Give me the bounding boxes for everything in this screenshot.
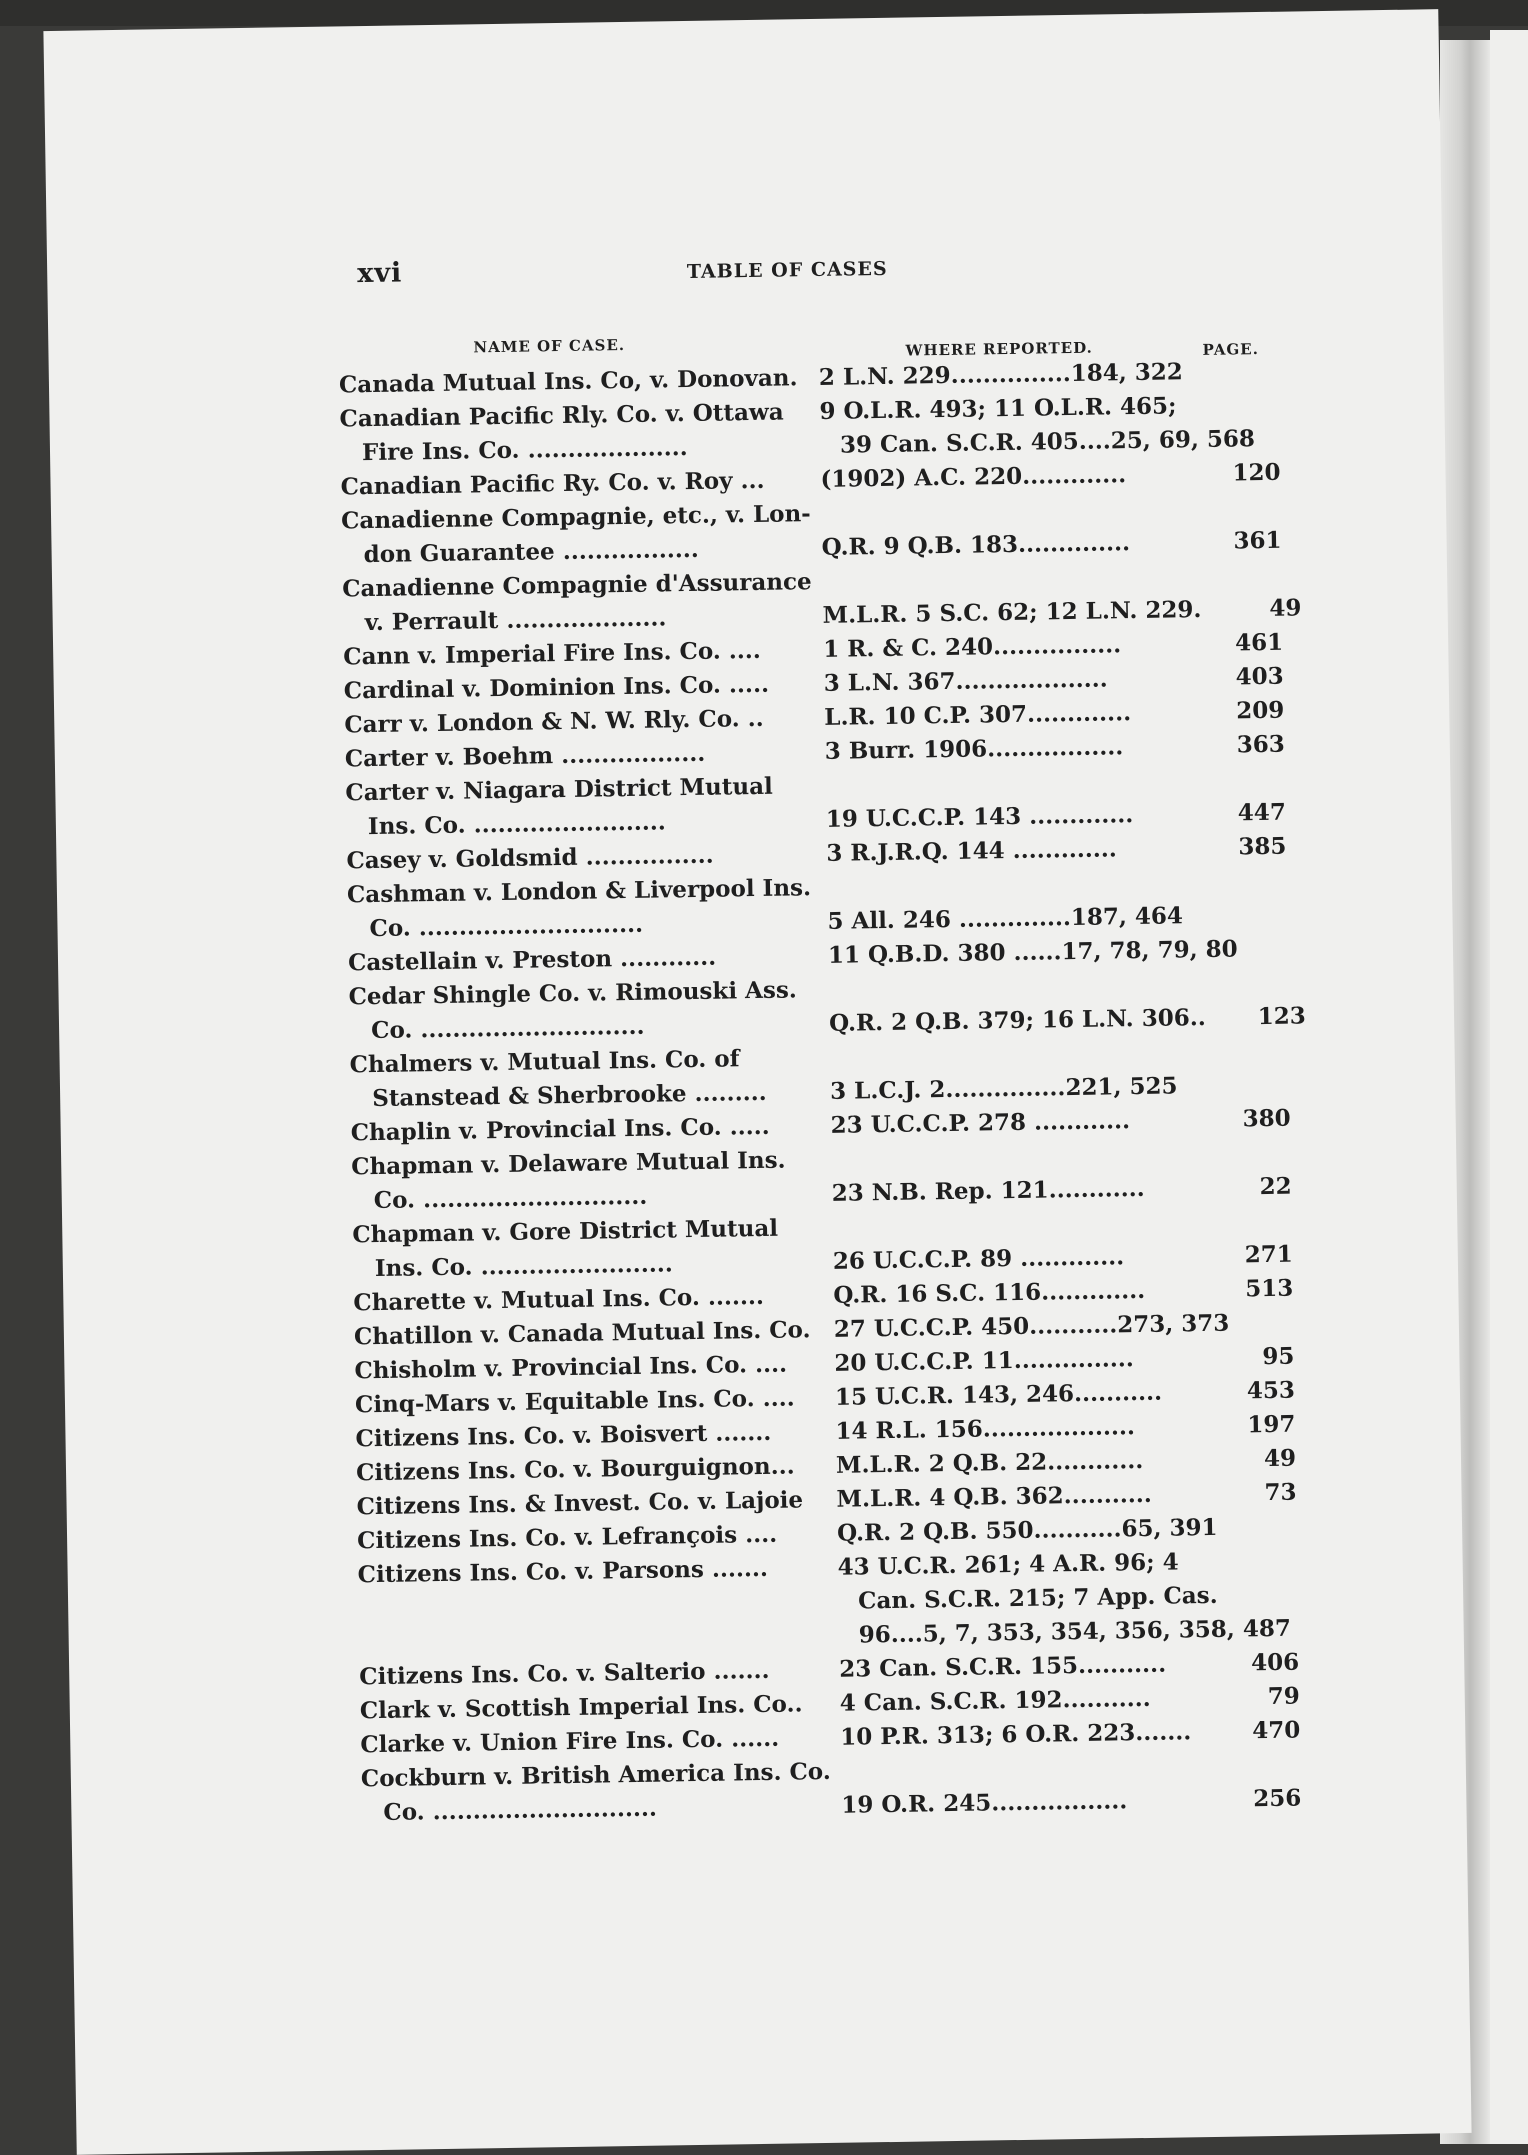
case-name-line: Ins. Co. ........................ xyxy=(374,1250,673,1283)
case-name-line: Citizens Ins. Co. v. Parsons ....... xyxy=(357,1554,769,1589)
where-reported-line: 20 U.C.C.P. 11............... xyxy=(834,1345,1135,1377)
page-reference xyxy=(1195,1374,1296,1410)
page-number: 209 xyxy=(1236,696,1285,725)
page-reference xyxy=(1192,1204,1293,1274)
where-reported-line: (1902) A.C. 220............. xyxy=(820,461,1127,493)
where-reported-line: 23 Can. S.C.R. 155........... xyxy=(839,1650,1167,1683)
case-name-line: Carter v. Niagara District Mutual xyxy=(345,772,773,807)
where-reported-line: 9 O.L.R. 493; 11 O.L.R. 465; xyxy=(819,392,1177,425)
case-name-line: Co. ............................ xyxy=(383,1794,658,1826)
where-reported xyxy=(836,1443,1196,1483)
case-name-line: Chatillon v. Canada Mutual Ins. Co. xyxy=(353,1316,811,1351)
case-name-line: Fire Ins. Co. .................... xyxy=(361,434,688,467)
case-name-line: Citizens Ins. & Invest. Co. v. Lajoie xyxy=(356,1486,804,1521)
case-row xyxy=(361,1748,1302,1831)
case-name-line: don Guarantee ................. xyxy=(363,535,700,569)
running-head: TABLE OF CASES xyxy=(686,257,888,284)
page-number: 271 xyxy=(1244,1240,1293,1269)
page-reference xyxy=(1193,1272,1294,1308)
where-reported xyxy=(833,1273,1193,1313)
where-reported-line: 5 All. 246 ..............187, 464 xyxy=(827,902,1184,935)
case-name-line: Canadian Pacific Ry. Co. v. Roy ... xyxy=(340,466,765,501)
where-reported-line: 23 N.B. Rep. 121............ xyxy=(831,1174,1145,1207)
where-reported-line: M.L.R. 5 S.C. 62; 12 L.N. 229. xyxy=(822,595,1202,629)
where-reported-line xyxy=(841,1749,1201,1789)
case-name-line: Citizens Ins. Co. v. Salterio ....... xyxy=(359,1656,770,1691)
where-reported xyxy=(832,1205,1193,1279)
page-number: 453 xyxy=(1246,1376,1296,1405)
where-reported-line: Can. S.C.R. 215; 7 App. Cas. xyxy=(857,1581,1218,1615)
page-number: 49 xyxy=(1263,1444,1297,1473)
case-name-line: Co. ............................ xyxy=(370,1012,645,1045)
case-name-line: v. Perrault .................... xyxy=(364,604,667,637)
case-name-line: Casey v. Goldsmid ................ xyxy=(346,841,714,875)
column-header-name: NAME OF CASE. xyxy=(473,335,626,357)
page-reference xyxy=(1194,1340,1295,1376)
where-reported-line: Q.R. 2 Q.B. 550...........65, 391 xyxy=(836,1513,1218,1547)
case-name-line: Chapman v. Delaware Mutual Ins. xyxy=(351,1146,786,1181)
case-name-line: Chaplin v. Provincial Ins. Co. ..... xyxy=(350,1112,770,1147)
where-reported-line: 4 Can. S.C.R. 192........... xyxy=(839,1684,1151,1717)
where-reported xyxy=(830,1103,1190,1143)
page-number: 461 xyxy=(1234,628,1284,657)
case-row xyxy=(357,1544,1298,1661)
page-reference xyxy=(1196,1476,1297,1512)
where-reported-line: 19 O.R. 245................. xyxy=(841,1787,1128,1819)
page-number: 79 xyxy=(1267,1682,1300,1711)
where-reported xyxy=(820,457,1180,497)
case-name-line: Cinq-Mars v. Equitable Ins. Co. .... xyxy=(354,1384,795,1419)
where-reported-line xyxy=(821,491,1181,531)
case-name-line: Citizens Ins. Co. v. Boisvert ....... xyxy=(355,1418,772,1453)
case-name xyxy=(349,1041,830,1117)
where-reported-line: Q.R. 9 Q.B. 183.............. xyxy=(821,529,1131,561)
where-reported-line: L.R. 10 C.P. 307............. xyxy=(824,699,1132,731)
page-number: 256 xyxy=(1253,1784,1302,1813)
page-number: 363 xyxy=(1236,730,1285,759)
where-reported xyxy=(836,1477,1196,1517)
where-reported-line: 39 Can. S.C.R. 405....25, 69, 568 xyxy=(839,425,1256,459)
page-reference xyxy=(1181,490,1282,560)
case-name-line: Carter v. Boehm .................. xyxy=(344,739,706,773)
page-number: 197 xyxy=(1247,1410,1296,1439)
where-reported-line: 96....5, 7, 353, 354, 356, 358, 487 xyxy=(858,1614,1292,1649)
page-number xyxy=(1183,354,1283,356)
page-reference xyxy=(1200,1714,1301,1750)
case-name-line: Clarke v. Union Fire Ins. Co. ...... xyxy=(360,1724,780,1759)
page-reference xyxy=(1183,354,1283,356)
case-name-line: Castellain v. Preston ............ xyxy=(347,943,717,977)
case-name-line: Cann v. Imperial Fire Ins. Co. .... xyxy=(343,636,762,671)
case-name xyxy=(341,497,822,573)
where-reported-line xyxy=(827,865,1187,905)
where-reported-line: 19 U.C.C.P. 143 ............. xyxy=(825,801,1134,833)
case-name-line: Chalmers v. Mutual Ins. Co. of xyxy=(349,1045,740,1079)
where-reported xyxy=(841,1749,1202,1823)
where-reported-line: 11 Q.B.D. 380 ......17, 78, 79, 80 xyxy=(827,935,1238,969)
page-number: 447 xyxy=(1237,798,1287,827)
page-reference xyxy=(1201,1748,1302,1818)
where-reported-line: 3 L.C.J. 2...............221, 525 xyxy=(829,1072,1178,1105)
where-reported-line: 43 U.C.R. 261; 4 A.R. 96; 4 xyxy=(837,1548,1179,1581)
where-reported xyxy=(840,1715,1200,1755)
where-reported-line: 15 U.C.R. 143, 246........... xyxy=(834,1378,1163,1411)
case-name xyxy=(345,769,826,845)
page-folio: xvi xyxy=(357,257,403,290)
case-name-line: Cardinal v. Dominion Ins. Co. ..... xyxy=(343,670,770,705)
where-reported xyxy=(831,1137,1192,1211)
case-name-line: Clark v. Scottish Imperial Ins. Co.. xyxy=(359,1690,803,1725)
case-name-line: Citizens Ins. Co. v. Bourguignon... xyxy=(355,1452,795,1487)
where-reported-line: M.L.R. 2 Q.B. 22............ xyxy=(835,1446,1144,1479)
where-reported xyxy=(835,1375,1195,1415)
case-name-line: Cashman v. London & Liverpool Ins. xyxy=(346,874,812,909)
where-reported xyxy=(837,1544,1291,1653)
page-reference xyxy=(1187,864,1288,900)
page-reference xyxy=(1185,762,1286,832)
page-number: 406 xyxy=(1250,1648,1300,1677)
where-reported xyxy=(824,695,1184,735)
case-name-line: Stanstead & Sherbrooke ......... xyxy=(372,1078,767,1113)
where-reported-line: 14 R.L. 156................... xyxy=(835,1413,1136,1445)
page-number: 120 xyxy=(1232,458,1281,487)
where-reported xyxy=(825,763,1186,837)
page-number: 123 xyxy=(1257,1002,1306,1031)
page-number: 470 xyxy=(1252,1716,1301,1745)
where-reported-line: M.L.R. 4 Q.B. 362........... xyxy=(836,1480,1152,1513)
case-name xyxy=(339,395,820,471)
page-number: 49 xyxy=(1269,594,1302,622)
where-reported-line: 26 U.C.C.P. 89 ............. xyxy=(832,1243,1125,1275)
column-header-where-reported: WHERE REPORTED. xyxy=(905,338,1093,360)
where-reported-line: 10 P.R. 313; 6 O.R. 223....... xyxy=(840,1718,1192,1751)
case-name xyxy=(351,1143,832,1219)
page-reference xyxy=(1290,1542,1391,1612)
case-name xyxy=(352,1211,833,1287)
case-name-line: Canadian Pacific Rly. Co. v. Ottawa xyxy=(339,398,784,433)
cases-table xyxy=(338,354,1306,1831)
where-reported xyxy=(822,559,1202,633)
where-reported xyxy=(819,388,1255,463)
page-reference xyxy=(1201,557,1302,627)
case-name-line: Citizens Ins. Co. v. Lefrançois .... xyxy=(356,1520,778,1555)
where-reported-line: 2 L.N. 229...............184, 322 xyxy=(818,358,1184,391)
case-name xyxy=(347,871,828,947)
case-name xyxy=(361,1755,842,1831)
where-reported-line: Q.R. 16 S.C. 116............. xyxy=(833,1276,1146,1309)
where-reported-line: 3 L.N. 367................... xyxy=(823,665,1108,697)
case-name-line: Carr v. London & N. W. Rly. Co. .. xyxy=(344,704,764,739)
page-content xyxy=(297,224,1306,1826)
page-number: 513 xyxy=(1245,1274,1294,1303)
page-number: 361 xyxy=(1233,526,1282,555)
where-reported xyxy=(823,627,1183,667)
where-reported xyxy=(839,1647,1199,1687)
case-name-line: Ins. Co. ........................ xyxy=(367,808,667,841)
page-reference xyxy=(1195,1408,1296,1444)
case-name xyxy=(342,565,823,641)
case-name-line: Cedar Shingle Co. v. Rimouski Ass. xyxy=(348,976,798,1011)
where-reported xyxy=(825,729,1185,769)
case-name-line: Co. ............................ xyxy=(373,1182,648,1215)
page-number: 73 xyxy=(1264,1478,1297,1507)
where-reported xyxy=(819,355,1183,395)
column-header-page: PAGE. xyxy=(1202,340,1259,359)
where-reported-line xyxy=(829,1035,1189,1075)
where-reported-line xyxy=(831,1137,1191,1177)
case-name-line: Canadienne Compagnie, etc., v. Lon- xyxy=(340,500,811,535)
where-reported xyxy=(835,1409,1195,1449)
page-reference xyxy=(1196,1442,1297,1478)
page-reference xyxy=(1254,387,1355,423)
book-page xyxy=(43,9,1471,2155)
page-number: 380 xyxy=(1242,1104,1291,1133)
case-name-line: Cockburn v. British America Ins. Co. xyxy=(360,1757,831,1793)
where-reported-line: 23 U.C.C.P. 278 ............ xyxy=(830,1107,1131,1139)
page-reference xyxy=(1199,1646,1300,1682)
page-reference xyxy=(1186,830,1287,866)
where-reported-line: 3 Burr. 1906................. xyxy=(824,733,1124,765)
case-name-line: Canadienne Compagnie d'Assurance xyxy=(341,568,812,603)
page-number: 22 xyxy=(1259,1172,1292,1201)
where-reported xyxy=(829,1035,1190,1109)
page-number: 95 xyxy=(1262,1342,1295,1371)
page-reference xyxy=(1199,1680,1300,1716)
page-reference xyxy=(1205,965,1306,1035)
where-reported-line xyxy=(825,763,1185,803)
page-reference xyxy=(1189,1034,1290,1070)
where-reported xyxy=(826,831,1186,871)
case-name-line: Charette v. Mutual Ins. Co. ....... xyxy=(353,1282,765,1317)
page-number: 385 xyxy=(1238,832,1287,861)
page-reference xyxy=(1184,694,1285,730)
page-reference xyxy=(1190,1102,1291,1138)
facing-page-edge xyxy=(1490,30,1528,2144)
where-reported xyxy=(827,865,1188,939)
where-reported xyxy=(834,1341,1194,1381)
page-reference xyxy=(1183,626,1284,662)
page-number: 403 xyxy=(1235,662,1284,691)
case-name-line: Canada Mutual Ins. Co, v. Donovan. xyxy=(338,364,798,399)
where-reported-line: 3 R.J.R.Q. 144 ............. xyxy=(826,835,1117,867)
case-name-line: Chapman v. Gore District Mutual xyxy=(352,1214,779,1249)
where-reported-line xyxy=(832,1205,1192,1245)
case-name-line: Chisholm v. Provincial Ins. Co. .... xyxy=(354,1350,788,1385)
page-reference xyxy=(1191,1136,1292,1206)
page-reference xyxy=(1183,660,1284,696)
page-reference xyxy=(1180,456,1281,492)
case-name xyxy=(357,1551,837,1593)
where-reported xyxy=(840,1681,1200,1721)
case-name-line: Co. ............................ xyxy=(369,910,644,943)
where-reported-line: Q.R. 2 Q.B. 379; 16 L.N. 306.. xyxy=(828,1003,1206,1037)
where-reported-line: 1 R. & C. 240................ xyxy=(823,631,1122,663)
where-reported-line: 27 U.C.C.P. 450...........273, 373 xyxy=(833,1309,1230,1343)
page-reference xyxy=(1185,728,1286,764)
where-reported xyxy=(823,661,1183,701)
where-reported xyxy=(828,967,1206,1041)
where-reported xyxy=(821,491,1182,565)
case-name xyxy=(348,973,829,1049)
